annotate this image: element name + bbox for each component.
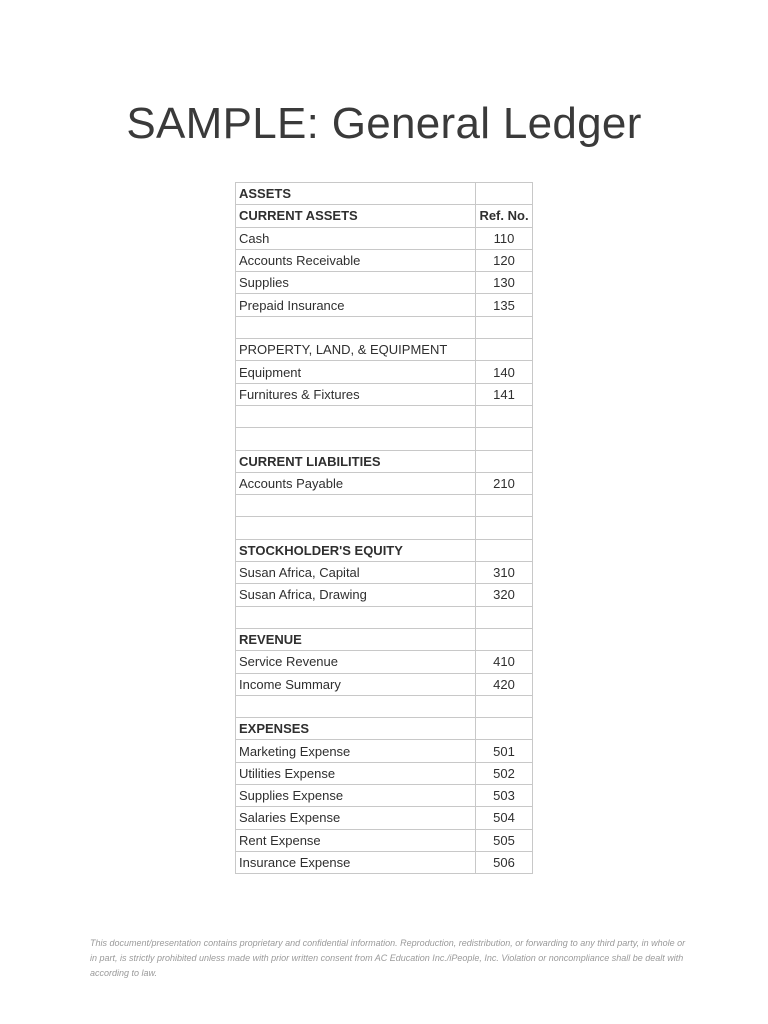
ledger-row: [236, 584, 533, 606]
account-name-cell: [236, 316, 476, 338]
ledger-row: [236, 807, 533, 829]
ref-number-cell: 503: [476, 785, 533, 807]
ledger-row: [236, 294, 533, 316]
account-name-cell: Supplies: [236, 272, 476, 294]
general-ledger-table: [235, 182, 533, 874]
ledger-row: [236, 762, 533, 784]
ref-number-cell: 120: [476, 249, 533, 271]
ref-number-cell: [476, 695, 533, 717]
ref-number-cell: [476, 628, 533, 650]
ref-number-cell: 410: [476, 651, 533, 673]
account-name-cell: PROPERTY, LAND, & EQUIPMENT: [236, 339, 476, 361]
ledger-row: [236, 316, 533, 338]
account-name-cell: [236, 405, 476, 427]
account-name-cell: Cash: [236, 227, 476, 249]
account-name-cell: Salaries Expense: [236, 807, 476, 829]
account-name-cell: Marketing Expense: [236, 740, 476, 762]
confidentiality-notice: This document/presentation contains proprietary and confidential information. Reproduction, redistribution, or forwarding to any third party, in whole or in part, is strictly prohibited unless made with prior written consent from AC Education Inc./iPeople, Inc. Violation or noncompliance shall be dealt with according to law.: [90, 938, 686, 978]
ledger-row: [236, 428, 533, 450]
ref-number-cell: [476, 316, 533, 338]
account-name-cell: [236, 428, 476, 450]
ref-number-cell: 320: [476, 584, 533, 606]
account-name-cell: Income Summary: [236, 673, 476, 695]
ledger-row: [236, 673, 533, 695]
ref-number-cell: 110: [476, 227, 533, 249]
ledger-row: [236, 472, 533, 494]
account-name-cell: EXPENSES: [236, 718, 476, 740]
ledger-row: [236, 383, 533, 405]
ledger-row: [236, 740, 533, 762]
ref-number-cell: 130: [476, 272, 533, 294]
ref-number-cell: 501: [476, 740, 533, 762]
account-name-cell: CURRENT ASSETS: [236, 205, 476, 227]
account-name-cell: Service Revenue: [236, 651, 476, 673]
ledger-row: [236, 249, 533, 271]
account-name-cell: Utilities Expense: [236, 762, 476, 784]
ref-number-cell: 506: [476, 851, 533, 873]
ref-number-cell: 210: [476, 472, 533, 494]
account-name-cell: Prepaid Insurance: [236, 294, 476, 316]
ref-number-cell: [476, 183, 533, 205]
ledger-row: [236, 183, 533, 205]
ref-number-cell: [476, 606, 533, 628]
ledger-row: [236, 205, 533, 227]
ref-number-cell: [476, 495, 533, 517]
account-name-cell: Equipment: [236, 361, 476, 383]
ledger-row: [236, 695, 533, 717]
ref-number-cell: 505: [476, 829, 533, 851]
page-title: SAMPLE: General Ledger: [126, 99, 642, 148]
ledger-row: [236, 651, 533, 673]
account-name-cell: CURRENT LIABILITIES: [236, 450, 476, 472]
account-name-cell: Susan Africa, Capital: [236, 562, 476, 584]
ledger-row: [236, 628, 533, 650]
account-name-cell: Susan Africa, Drawing: [236, 584, 476, 606]
ledger-row: [236, 718, 533, 740]
ledger-row: [236, 606, 533, 628]
account-name-cell: Supplies Expense: [236, 785, 476, 807]
ref-number-cell: [476, 428, 533, 450]
ledger-row: [236, 405, 533, 427]
ref-number-cell: 141: [476, 383, 533, 405]
account-name-cell: REVENUE: [236, 628, 476, 650]
account-name-cell: [236, 495, 476, 517]
ledger-row: [236, 339, 533, 361]
ledger-row: [236, 495, 533, 517]
ref-number-cell: [476, 450, 533, 472]
ref-number-cell: 420: [476, 673, 533, 695]
ref-number-cell: 310: [476, 562, 533, 584]
ref-number-cell: [476, 539, 533, 561]
account-name-cell: Accounts Payable: [236, 472, 476, 494]
ref-number-cell: [476, 405, 533, 427]
ref-number-cell: 140: [476, 361, 533, 383]
ledger-body: [236, 183, 533, 874]
ledger-row: [236, 785, 533, 807]
ledger-row: [236, 272, 533, 294]
ledger-row: [236, 450, 533, 472]
account-name-cell: ASSETS: [236, 183, 476, 205]
account-name-cell: [236, 695, 476, 717]
account-name-cell: Accounts Receivable: [236, 249, 476, 271]
account-name-cell: [236, 517, 476, 539]
ref-number-cell: 135: [476, 294, 533, 316]
account-name-cell: Furnitures & Fixtures: [236, 383, 476, 405]
ledger-row: [236, 517, 533, 539]
ref-number-cell: 502: [476, 762, 533, 784]
ref-number-cell: 504: [476, 807, 533, 829]
ledger-row: [236, 227, 533, 249]
ledger-row: [236, 539, 533, 561]
ref-number-cell: [476, 517, 533, 539]
ref-number-cell: [476, 718, 533, 740]
ledger-row: [236, 851, 533, 873]
ledger-row: [236, 562, 533, 584]
ledger-row: [236, 361, 533, 383]
account-name-cell: Rent Expense: [236, 829, 476, 851]
ledger-row: [236, 829, 533, 851]
ref-number-cell: Ref. No.: [476, 205, 533, 227]
account-name-cell: [236, 606, 476, 628]
account-name-cell: STOCKHOLDER'S EQUITY: [236, 539, 476, 561]
ref-number-cell: [476, 339, 533, 361]
account-name-cell: Insurance Expense: [236, 851, 476, 873]
